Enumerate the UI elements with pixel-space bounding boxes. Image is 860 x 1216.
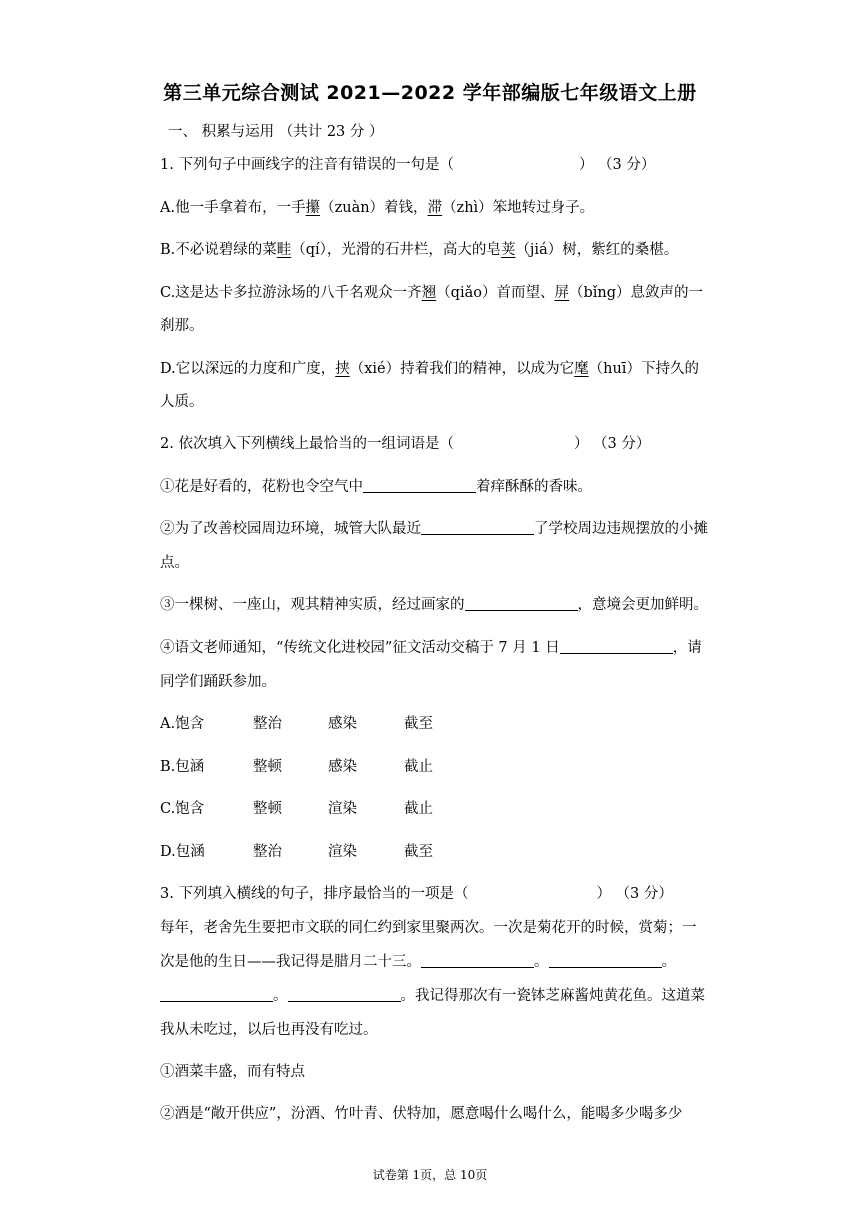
question-1-option-c-cont: 刹那。 — [160, 318, 204, 334]
question-1-option-c: C.这是达卡多拉游泳场的八千名观众一齐翘（qiǎo）首而望、屏（bǐng）息敛声的一 — [160, 285, 704, 301]
question-3-passage-line-3: 。 。我记得那次有一瓷钵芝麻酱炖黄花鱼。这道菜 — [160, 984, 705, 1005]
question-3-passage-line-4: 我从未吃过，以后也再没有吃过。 — [160, 1022, 378, 1038]
page-footer: 试卷第 1页，总 10页 — [372, 1168, 488, 1182]
question-2-sentence-4-cont: 同学们踊跃参加。 — [160, 674, 276, 690]
question-1-stem: 1. 下列句子中画线字的注音有错误的一句是（ ） （3 分） — [160, 157, 656, 173]
question-1-option-a: A.他一手拿着布，一手攥（zuàn）着钱，滞（zhì）笨地转过身子。 — [160, 200, 595, 216]
question-2-sentence-1: ①花是好看的，花粉也令空气中 着痒酥酥的香味。 — [160, 479, 592, 495]
question-2-sentence-4: ④语文老师通知，“传统文化进校园”征文活动交稿于 7 月 1 日 ，请 — [160, 640, 702, 656]
question-3-option-2: ②酒是“敞开供应”，汾酒、竹叶青、伏特加，愿意喝什么喝什么，能喝多少喝多少 — [160, 1106, 683, 1122]
section-heading: 一、 积累与运用 （共计 23 分 ） — [168, 124, 384, 140]
question-2-sentence-2: ②为了改善校园周边环境，城管大队最近 了学校周边违规摆放的小摊 — [160, 521, 708, 537]
question-3-option-1: ①酒菜丰盛，而有特点 — [160, 1064, 305, 1080]
question-2-stem: 2. 依次填入下列横线上最恰当的一组词语是（ ） （3 分） — [160, 436, 651, 452]
question-1-option-d: D.它以深远的力度和广度，挟（xié）持着我们的精神，以成为它麾（huī）下持久的 — [160, 361, 699, 377]
exam-title: 第三单元综合测试 2021—2022 学年部编版七年级语文上册 — [163, 82, 697, 104]
question-3-passage-line-2: 次是他的生日——我记得是腊月二十三。 。 。 — [160, 954, 676, 970]
exam-page: 第三单元综合测试 2021—2022 学年部编版七年级语文上册 一、 积累与运用 （共计 23 分 ） 1. 下列句子中画线字的注音有错误的一句是（ ） （3 分） A.他一手拿着布，一手攥（zuàn）着钱，滞（zhì）笨地转过身子。 B.不必说碧绿的菜畦（qí），光滑的石井栏，高大的皂荚（jiá）树，紫红的桑椹。 C.这是达卡多拉游泳场的八千名观众一齐翘（qiǎo）首而望、屏（bǐng）息敛声的一 刹那。 D.它以深远的力度和广度，挟（xié）持着我们的精神，以成为它麾（huī）下持久的 人质。 2. 依次填入下列横线上最恰当的一组词语是（ ） （3 分） ①花是好看的，花粉也令空气中 着痒酥酥的香味。 ②为了改善校园周边环境，城管大队最近 了学校周边违规摆放的小摊 点。 ③一棵树、一座山，观其精神实质，经过画家的 ，意境会更加鲜明。 ④语文老师通知，“传统文化进校园”征文活动交稿于 7 月 1 日 ，请 同学们踊跃参加。 A.饱含 整治 感染 截至 B.包涵 整顿 感染 截止 C.饱含 整顿 渲染 截止 D.包涵 整治 渲染 截至 3. 下列填入横线的句子，排序最恰当的一项是（ ） （3 分） 每年，老舍先生要把市文联的同仁约到家里聚两次。一次是菊花开的时候，赏菊；一 次是他的生日——我记得是腊月二十三。 。 。 。 。我记得那次有一瓷钵芝麻酱炖黄花鱼。这道菜 我从未吃过，以后也再没有吃过。 ①酒菜丰盛，而有特点 ②酒是“敞开供应”，汾酒、竹叶青、伏特加，愿意喝什么喝什么，能喝多少喝多少 试卷第 1页，总 10页 — [0, 0, 860, 1216]
question-3-passage-line-1: 每年，老舍先生要把市文联的同仁约到家里聚两次。一次是菊花开的时候，赏菊；一 — [160, 920, 697, 936]
question-3-stem: 3. 下列填入横线的句子，排序最恰当的一项是（ ） （3 分） — [160, 886, 673, 902]
question-1-option-b: B.不必说碧绿的菜畦（qí），光滑的石井栏，高大的皂荚（jiá）树，紫红的桑椹。 — [160, 242, 679, 258]
question-2-sentence-3: ③一棵树、一座山，观其精神实质，经过画家的 ，意境会更加鲜明。 — [160, 597, 708, 613]
question-2-sentence-2-cont: 点。 — [160, 555, 189, 571]
question-1-option-d-cont: 人质。 — [160, 394, 204, 410]
